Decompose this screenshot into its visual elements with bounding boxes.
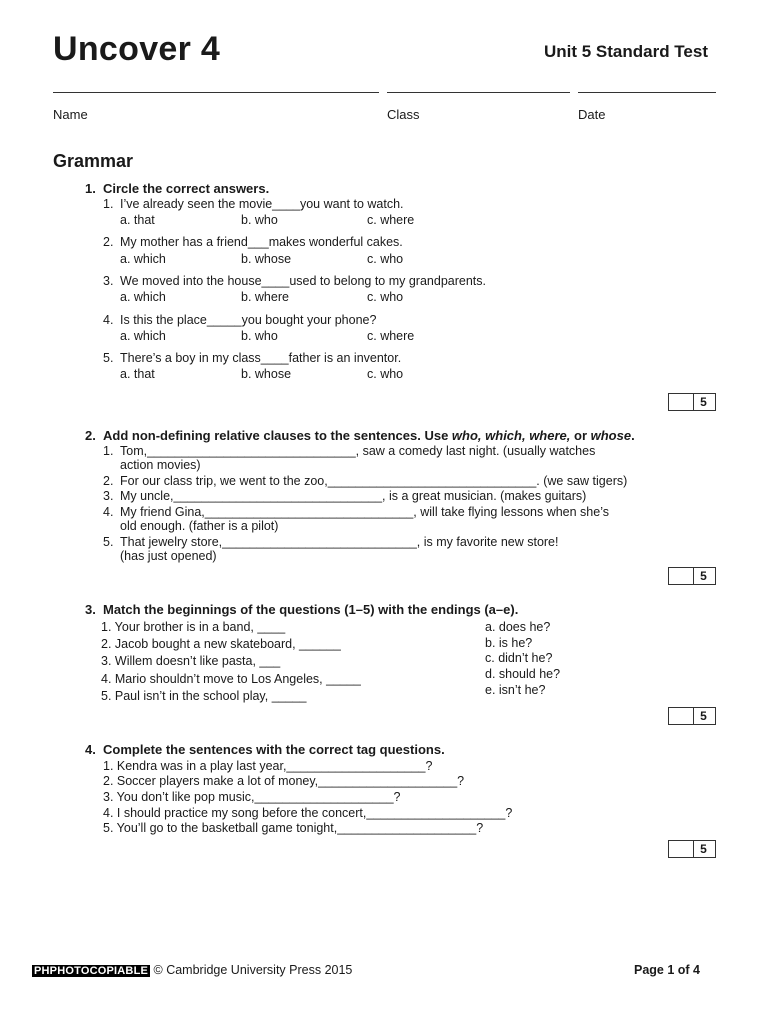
- q2-item-text[interactable]: My friend Gina,______________________________, will take flying lessons when she’s: [120, 505, 610, 519]
- option-b[interactable]: b. whose: [241, 252, 292, 266]
- q2-item-number: 3.: [103, 489, 114, 503]
- q3-ending: d. should he?: [485, 667, 561, 681]
- q3-ending: a. does he?: [485, 620, 551, 634]
- q2-item-text[interactable]: My uncle,______________________________, is a great musician. (makes guitars): [120, 489, 587, 503]
- q2-heading: 2. Add non-defining relative clauses to the sentences. Use who, which, where, or whose.: [85, 428, 635, 443]
- score-box[interactable]: [668, 393, 716, 411]
- score-box[interactable]: [668, 567, 716, 585]
- q4-heading: 4. Complete the sentences with the correct tag questions.: [85, 742, 445, 757]
- q3-beginning[interactable]: 1. Your brother is in a band, ____: [101, 620, 286, 634]
- q1-item-number: 1.: [103, 197, 114, 211]
- photocopiable-badge: PHPHOTOCOPIABLE: [34, 965, 149, 977]
- q3-beginning[interactable]: 2. Jacob bought a new skateboard, ______: [101, 637, 341, 651]
- q3-beginning[interactable]: 5. Paul isn’t in the school play, _____: [101, 689, 307, 703]
- option-a[interactable]: a. which: [120, 252, 166, 266]
- q3-ending: e. isn’t he?: [485, 683, 546, 697]
- option-a[interactable]: a. that: [120, 367, 155, 381]
- q2-item-number: 1.: [103, 444, 114, 458]
- name-label: Name: [53, 107, 88, 122]
- q1-heading: 1. Circle the correct answers.: [85, 181, 270, 196]
- q2-item-text: (has just opened): [120, 549, 217, 563]
- q4-item[interactable]: 2. Soccer players make a lot of money,____________________?: [103, 774, 465, 788]
- q1-item-text: There’s a boy in my class____father is an inventor.: [120, 351, 402, 365]
- q3-ending: b. is he?: [485, 636, 533, 650]
- date-line[interactable]: [578, 92, 716, 93]
- option-a[interactable]: a. that: [120, 213, 155, 227]
- q1-item-text: We moved into the house____used to belong to my grandparents.: [120, 274, 486, 288]
- q3-beginning[interactable]: 3. Willem doesn’t like pasta, ___: [101, 654, 281, 668]
- score-box[interactable]: [668, 707, 716, 725]
- option-b[interactable]: b. who: [241, 329, 278, 343]
- option-b[interactable]: b. who: [241, 213, 278, 227]
- name-line[interactable]: [53, 92, 379, 93]
- q1-item-text: My mother has a friend___makes wonderful cakes.: [120, 235, 403, 249]
- option-c[interactable]: c. who: [367, 290, 404, 304]
- option-c[interactable]: c. where: [367, 213, 415, 227]
- q2-item-number: 4.: [103, 505, 114, 519]
- date-label: Date: [578, 107, 606, 122]
- q1-item-text: Is this the place_____you bought your phone?: [120, 313, 377, 327]
- score-input[interactable]: [669, 841, 694, 857]
- score-total: 5: [700, 569, 707, 583]
- score-total: 5: [700, 395, 707, 409]
- test-title: Uncover 4: [53, 30, 221, 68]
- option-c[interactable]: c. who: [367, 367, 404, 381]
- q2-item-text: old enough. (father is a pilot): [120, 519, 279, 533]
- q2-item-text[interactable]: For our class trip, we went to the zoo,______________________________. (we saw tigers): [120, 474, 628, 488]
- q4-item[interactable]: 5. You’ll go to the basketball game tonight,____________________?: [103, 821, 484, 835]
- q2-item-text[interactable]: Tom,______________________________, saw a comedy last night. (usually watches: [120, 444, 596, 458]
- score-input[interactable]: [669, 708, 694, 724]
- q3-ending: c. didn’t he?: [485, 651, 553, 665]
- option-b[interactable]: b. whose: [241, 367, 292, 381]
- q1-item-text: I’ve already seen the movie____you want to watch.: [120, 197, 404, 211]
- q4-item[interactable]: 3. You don’t like pop music,____________________?: [103, 790, 401, 804]
- q2-item-text: action movies): [120, 458, 201, 472]
- unit-title: Unit 5 Standard Test: [543, 42, 708, 61]
- q3-heading: 3. Match the beginnings of the questions (1–5) with the endings (a–e).: [85, 602, 519, 617]
- option-a[interactable]: a. which: [120, 329, 166, 343]
- section-title: Grammar: [53, 151, 134, 171]
- q2-item-number: 2.: [103, 474, 114, 488]
- score-total: 5: [700, 842, 707, 856]
- class-line[interactable]: [387, 92, 570, 93]
- score-total: 5: [700, 709, 707, 723]
- q3-beginning[interactable]: 4. Mario shouldn’t move to Los Angeles, _____: [101, 672, 361, 686]
- score-box[interactable]: [668, 840, 716, 858]
- class-label: Class: [387, 107, 420, 122]
- option-b[interactable]: b. where: [241, 290, 289, 304]
- q4-item[interactable]: 4. I should practice my song before the concert,____________________?: [103, 806, 513, 820]
- q2-item-number: 5.: [103, 535, 114, 549]
- footer-copyright: [32, 963, 352, 977]
- option-a[interactable]: a. which: [120, 290, 166, 304]
- copyright-text: © Cambridge University Press 2015: [153, 963, 353, 977]
- option-c[interactable]: c. where: [367, 329, 415, 343]
- q4-item[interactable]: 1. Kendra was in a play last year,____________________?: [103, 759, 433, 773]
- score-input[interactable]: [669, 394, 694, 410]
- page-number: Page 1 of 4: [634, 963, 700, 977]
- option-c[interactable]: c. who: [367, 252, 404, 266]
- score-input[interactable]: [669, 568, 694, 584]
- q2-item-text[interactable]: That jewelry store,____________________________, is my favorite new store!: [120, 535, 559, 549]
